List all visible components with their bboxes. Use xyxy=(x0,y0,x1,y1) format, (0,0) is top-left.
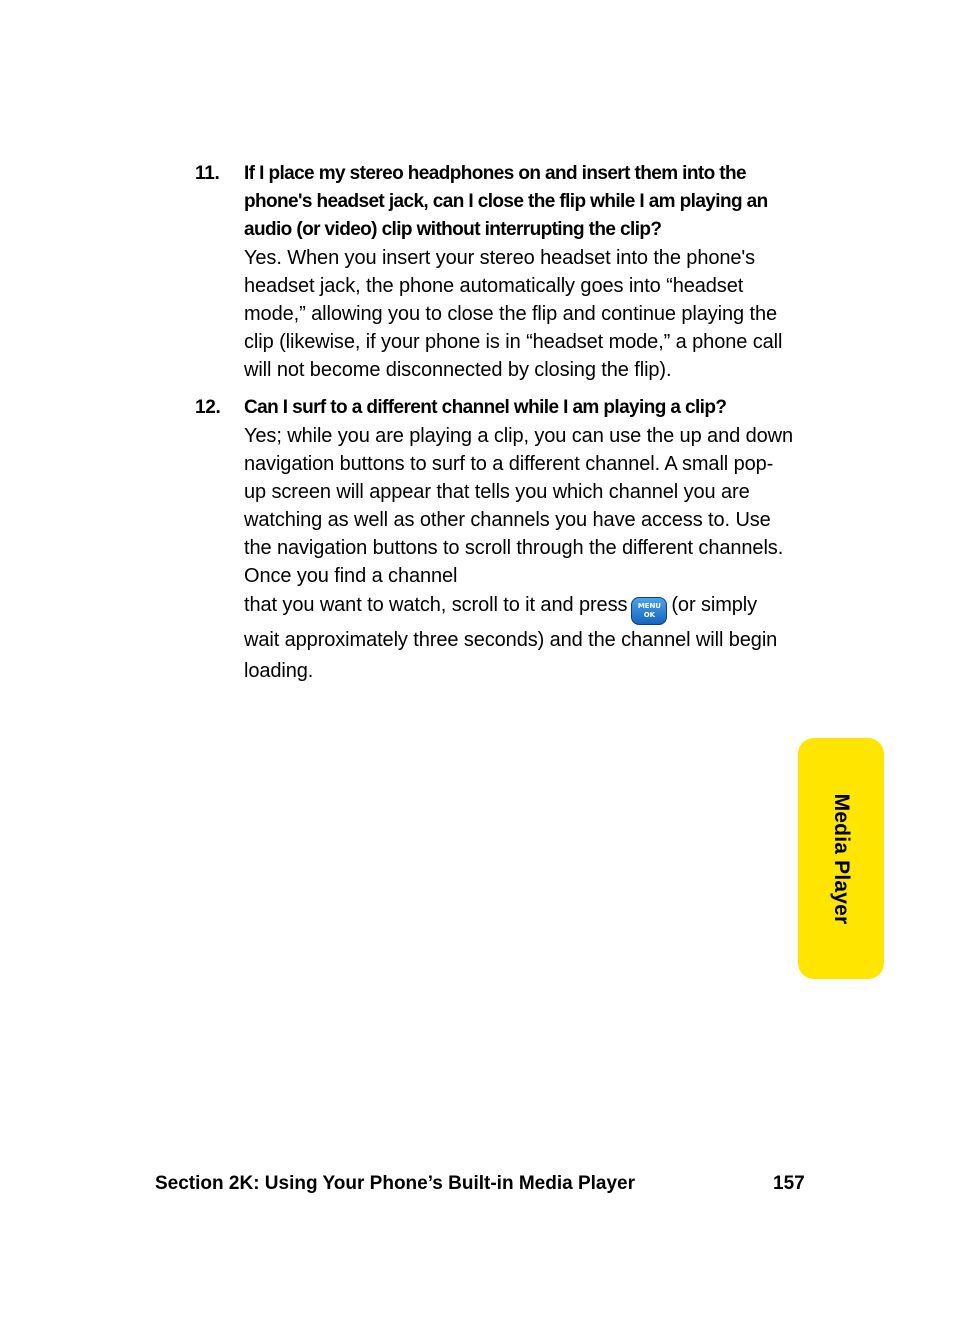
faq-item-number: 11. xyxy=(195,163,220,184)
menu-ok-key-label-ok: OK xyxy=(643,611,655,619)
faq-item-11 xyxy=(195,160,795,384)
section-side-tab xyxy=(798,738,884,979)
faq-item-12 xyxy=(195,394,795,687)
faq-question: Can I surf to a different channel while I am playing a clip? xyxy=(244,397,727,418)
faq-answer: Yes. When you insert your stereo headset into the phone's headset jack, the phone automatically goes into “headset mode,” allowing you to close the flip and continue playing the clip (likewise, if your phone is in “headset mode,” a phone call will not become disconnected by closing the flip). xyxy=(244,247,783,381)
footer-section-title: Section 2K: Using Your Phone’s Built-in Media Player xyxy=(155,1173,636,1194)
faq-question: If I place my stereo headphones on and insert them into the phone's headset jack, can I close the flip while I am playing an audio (or video) clip without interrupting the clip? xyxy=(244,163,768,240)
faq-list xyxy=(195,160,795,687)
faq-answer: Yes; while you are playing a clip, you can use the up and down navigation buttons to surf to a different channel. A small pop-up screen will appear that tells you which channel you are watching as well as other channels you have access to. Use the navigation buttons to scroll through the different channels. Once you find a channel xyxy=(244,425,793,587)
footer-page-number: 157 xyxy=(773,1173,805,1194)
faq-item-number: 12. xyxy=(195,397,221,418)
side-tab-label: Media Player xyxy=(830,793,853,924)
menu-ok-key-icon xyxy=(631,597,667,625)
faq-answer-text: that you want to watch, scroll to it and press xyxy=(244,594,628,616)
faq-answer-text: (or simply wait approximately three seconds) and the channel will begin loading. xyxy=(244,594,778,682)
faq-answer-continued xyxy=(244,590,795,687)
menu-ok-key-label-menu: MENU xyxy=(637,602,661,610)
